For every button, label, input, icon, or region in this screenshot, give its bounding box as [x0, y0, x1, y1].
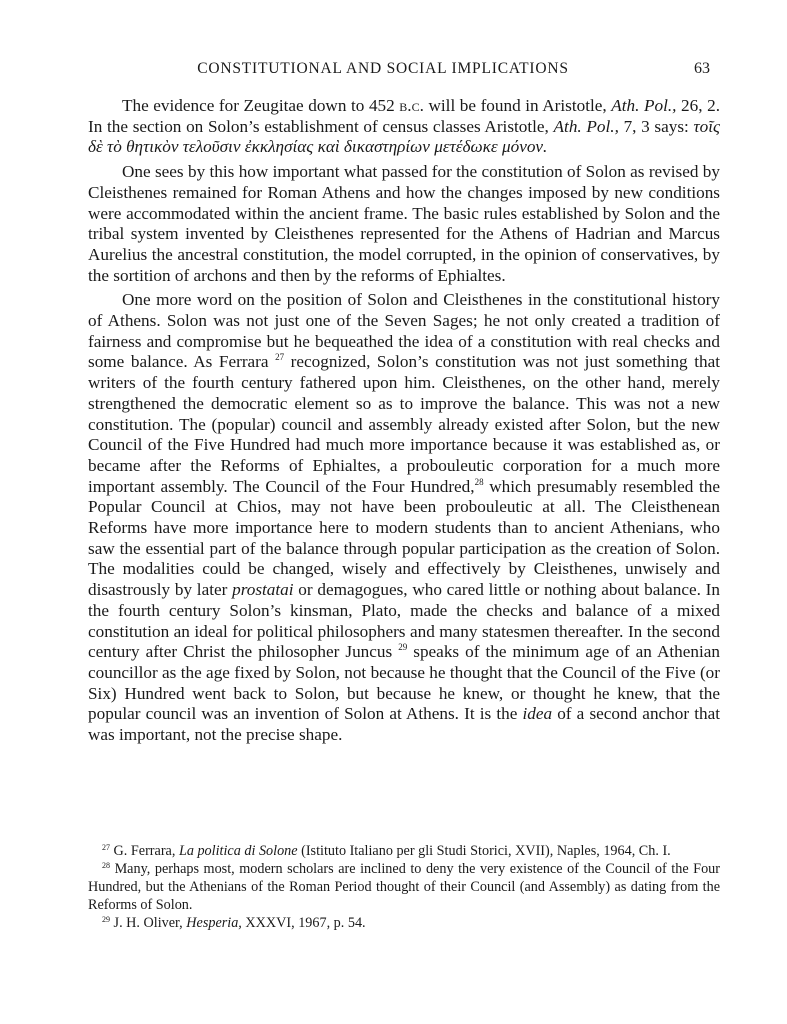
p3-term-idea: idea	[522, 704, 553, 724]
footnote-ref-27: 27	[275, 352, 285, 363]
p3-text-2: recognized, Solon’s constitution was not just something that writers of the fourth century fathered upon him. Cleisthenes, on the other hand, merely strengthened the democratic element so as to improve the balance. This was not a new constitution. The (popular) council and assembly already existed after Solon, but the new Council of the Five Hundred had much more importance because it was established as, or became after the Reforms of Ephialtes, a probouleutic corporation for a much more important assembly. The Council of the Four Hundred,	[88, 352, 720, 496]
footnote-27	[88, 842, 720, 860]
footnote-29-text-2: XXXVI, 1967, p. 54.	[241, 915, 366, 931]
p1-text-3: 26, 2. In the section on Solon’s establishment of census classes Aristotle,	[88, 96, 720, 136]
p3-text-5: speaks of the minimum age of an Athenian councillor as the age fixed by Solon, not because he thought that the Council of the Five (or Six) Hundred went back to Solon, but because he knew, or thought he knew, that the popular council was an invention of Solon at Athens. It is the	[88, 642, 720, 724]
p3-text-6: of a second anchor that was important, not the precise shape.	[88, 704, 720, 745]
footnote-29-text-1: J. H. Oliver,	[110, 915, 187, 931]
body-text	[88, 96, 720, 750]
p1-bc-abbrev: b.c.	[399, 96, 424, 115]
footnote-29	[88, 914, 720, 932]
footnote-27-text-2: (Istituto Italiano per gli Studi Storici, XVII), Naples, 1964, Ch. I.	[297, 843, 671, 859]
running-title: CONSTITUTIONAL AND SOCIAL IMPLICATIONS	[197, 60, 569, 77]
page-number: 63	[694, 60, 710, 77]
p1-citation-1: Ath. Pol.,	[611, 96, 677, 115]
footnote-number-27: 27	[102, 843, 110, 852]
p1-text-2: will be found in Aristotle,	[423, 96, 612, 115]
p3-text-4: or demagogues, who cared little or nothing about balance. In the fourth century Solon’s kinsman, Plato, made the checks and balance of a mixed constitution an ideal for political philosophers and many statesmen thereafter. In the second century after Christ the philosopher Juncus	[88, 580, 720, 662]
footnote-27-title: La politica di Solone	[178, 843, 298, 859]
paragraph-3	[88, 290, 720, 745]
p1-text-1: The evidence for Zeugitae down to 452	[122, 96, 400, 115]
greek-quotation: τοῖς δὲ τὸ θητικὸν τελοῦσιν ἐκκλησίας καὶ δικαστηρίων μετέδωκε μόνον.	[88, 116, 720, 157]
footnote-28	[88, 860, 720, 914]
p3-text-1: One more word on the position of Solon and Cleisthenes in the constitutional history of Athens. Solon was not just one of the Seven Sages; he not only created a tradition of fairness and compromise but he bequeathed the idea of a constitution with real checks and some balance. As Ferrara	[88, 290, 720, 372]
footnotes	[88, 842, 720, 932]
footnote-number-28: 28	[102, 861, 110, 870]
p3-term-prostatai: prostatai	[232, 580, 294, 600]
p1-text-4: 7, 3 says:	[618, 116, 694, 136]
footnote-ref-28: 28	[474, 476, 484, 487]
page-header	[88, 60, 710, 86]
p3-text-3: which presumably resembled the Popular Council at Chios, may not have been probouleutic at all. The Cleisthenean Reforms have more importance here to modern students than to ancient Athenians, who saw the essential part of the balance through popular participation as the creation of Solon. The modalities could be changed, wisely and effectively by Cleisthenes, unwisely and disastrously by later	[88, 476, 720, 600]
footnote-29-journal: Hesperia,	[186, 915, 242, 931]
footnote-ref-29: 29	[398, 642, 408, 653]
footnote-28-text: Many, perhaps most, modern scholars are inclined to deny the very existence of the Council of the Four Hundred, but the Athenians of the Roman Period thought of their Council (and Assembly) as dating from the Reforms of Solon.	[88, 861, 720, 913]
footnote-number-29: 29	[102, 915, 110, 924]
paragraph-2: One sees by this how important what passed for the constitution of Solon as revised by Cleisthenes remained for Roman Athens and how the changes imposed by new conditions were accommodated within the ancient frame. The basic rules established by Solon and the tribal system invented by Cleisthenes represented for the Athens of Hadrian and Marcus Aurelius the ancestral constitution, the model corrupted, in the opinion of conservatives, by the sortition of archons and then by the reforms of Ephialtes.	[88, 162, 720, 285]
p1-citation-2: Ath. Pol.,	[553, 116, 619, 136]
footnote-27-text-1: G. Ferrara,	[110, 843, 179, 859]
paragraph-1	[88, 96, 720, 158]
